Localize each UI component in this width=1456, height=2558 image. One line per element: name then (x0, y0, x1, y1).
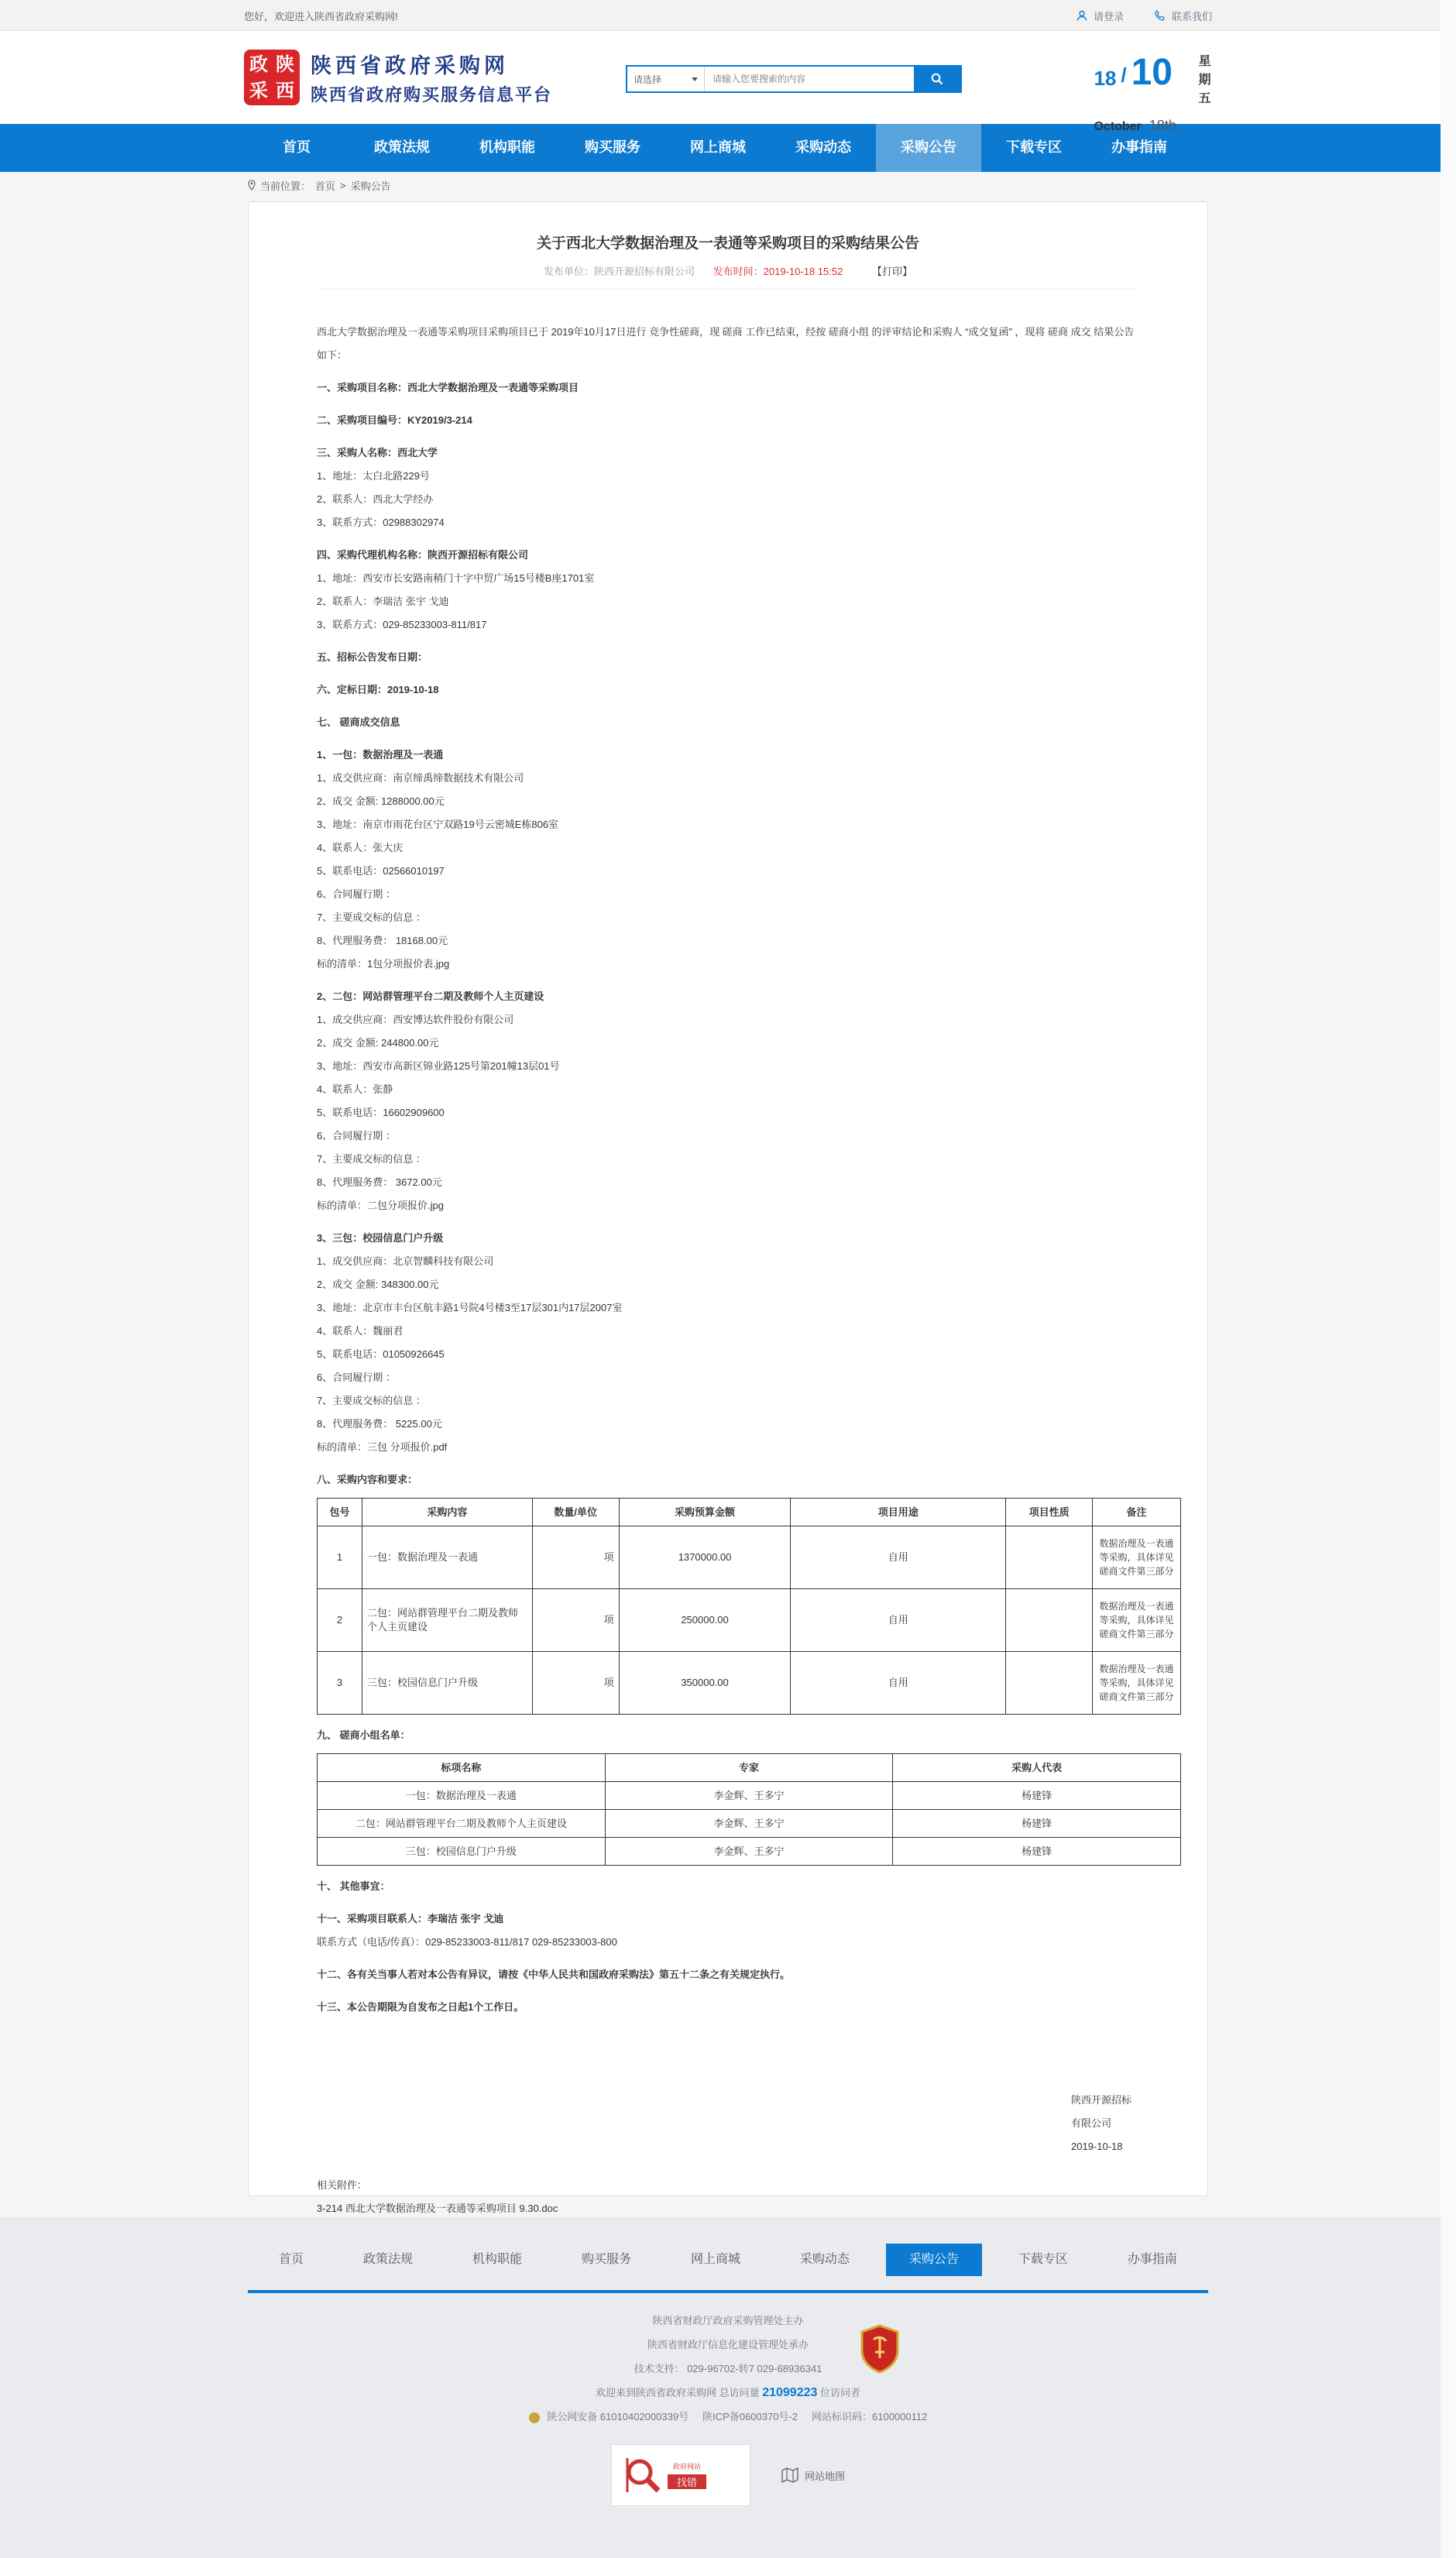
footer-nav-announcements[interactable]: 采购公告 (886, 2244, 982, 2276)
site-title: 陕西省政府采购网 (311, 54, 509, 78)
list-item: 7、主要成交标的信息 ： (317, 1153, 426, 1165)
header (0, 31, 1456, 133)
package-heading: 3、三包：校园信息门户升级 (317, 1232, 444, 1244)
print-link[interactable]: 【打印】 (871, 266, 912, 277)
signature-block (317, 2089, 1139, 2158)
list-item: 6、合同履行期 ： (317, 1130, 396, 1142)
table-row: 3 三包：校园信息门户升级 项 350000.00 自用 数据治理及一表通等采购，具体详见磋商文件第三部分 (318, 1652, 1181, 1715)
section-heading: 四、采购代理机构名称：陕西开源招标有限公司 (317, 549, 529, 561)
table-row: 三包：校园信息门户升级 李金辉、王多宁 杨建锋 (318, 1838, 1181, 1866)
intro-paragraph: 西北大学数据治理及一表通等采购项目采购项目已于 2019年10月17日进行 竞争性磋商，现 磋商 工作已结束，经按 磋商小组 的评审结论和采购人 “成交复函” ，现将 磋商 成交 结果公告如下： (317, 326, 1135, 361)
footer-bottom (0, 2444, 1456, 2506)
list-item: 2、联系人：李瑞洁 张宇 戈迪 (317, 596, 449, 607)
gov-label: 政府网站 找错 (668, 2461, 706, 2489)
footer-support: 技术支持： 029-96702-转7 029-68936341 (634, 2363, 822, 2374)
panel-table (317, 1753, 1181, 1866)
nav-item-home[interactable]: 首页 (283, 139, 311, 156)
section-heading: 二、采购项目编号：KY2019/3-214 (317, 414, 472, 426)
package-heading: 2、二包：网站群管理平台二期及教师个人主页建设 (317, 991, 544, 1002)
footer-organizer: 陕西省财政厅信息化建设管理处承办 (647, 2339, 809, 2350)
table-row: 二包：网站群管理平台二期及教师个人主页建设 李金辉、王多宁 杨建锋 (318, 1810, 1181, 1838)
list-item: 2、成交 金额: 1288000.00元 (317, 795, 445, 807)
footer-nav-guide[interactable]: 办事指南 (1127, 2253, 1177, 2266)
list-item: 3、地址：北京市丰台区航丰路1号院4号楼3至17层301内17层2007室 (317, 1302, 623, 1313)
list-item: 4、联系人：张静 (317, 1083, 393, 1095)
section-heading: 八、采购内容和要求： (317, 1474, 418, 1485)
login-link[interactable]: 请登录 (1077, 9, 1124, 23)
date-slash: / (1121, 64, 1127, 87)
nav-item-guide[interactable]: 办事指南 (1111, 139, 1167, 156)
top-bar (0, 0, 1456, 31)
party-emblem-icon[interactable] (860, 2324, 900, 2374)
list-item: 8、代理服务费： 3672.00元 (317, 1176, 442, 1188)
weekday: 星期五 (1197, 54, 1210, 110)
logo-mark: 政 陕 采 西 (244, 50, 300, 105)
list-item: 4、联系人：张大庆 (317, 842, 403, 853)
date-english: October 18th (1094, 118, 1176, 133)
contact-link[interactable]: 联系我们 (1155, 9, 1212, 23)
list-item: 1、成交供应商：南京缔禹缔数据技术有限公司 (317, 772, 524, 784)
section-heading: 一、采购项目名称：西北大学数据治理及一表通等采购项目 (317, 382, 579, 393)
site-id: 网站标识码：6100000112 (812, 2411, 928, 2422)
section-heading: 十、 其他事宜： (317, 1880, 390, 1892)
list-item: 3、地址：南京市雨花台区宁双路19号云密城E栋806室 (317, 819, 559, 830)
section-heading: 十三、本公告期限为自发布之日起1个工作日。 (317, 2001, 524, 2013)
police-badge-icon (529, 2412, 540, 2423)
footer-registration (0, 2405, 1456, 2429)
publisher: 发布单位：陕西开源招标有限公司 (544, 266, 695, 277)
nav-item-functions[interactable]: 机构职能 (479, 139, 535, 156)
welcome-text: 您好，欢迎进入陕西省政府采购网! (244, 10, 398, 22)
nav-item-policy[interactable]: 政策法规 (374, 139, 430, 156)
chevron-down-icon (692, 77, 698, 81)
site-logo[interactable] (244, 49, 552, 106)
sign-date: 2019-10-18 (1071, 2141, 1123, 2152)
list-item: 3、地址：西安市高新区锦业路125号第201幢13层01号 (317, 1060, 560, 1072)
nav-item-services[interactable]: 购买服务 (585, 139, 640, 156)
footer-nav-home[interactable]: 首页 (279, 2253, 304, 2266)
breadcrumb: 当前位置： 首页 > 采购公告 (248, 172, 1208, 198)
visit-count: 21099223 (762, 2386, 818, 2399)
list-item: 1、成交供应商：西安博达软件股份有限公司 (317, 1014, 514, 1025)
list-item: 1、地址：西安市长安路南稍门十字中贸广场15号楼B座1701室 (317, 572, 595, 584)
list-item: 5、联系电话：01050926645 (317, 1348, 445, 1360)
table-header-row: 标项名称 专家 采购人代表 (318, 1754, 1181, 1782)
package-heading: 1、一包：数据治理及一表通 (317, 749, 444, 761)
location-pin-icon (248, 180, 256, 191)
search-button[interactable] (914, 67, 960, 91)
list-item: 联系方式（电话/传真）：029-85233003-811/817 029-85233003-800 (317, 1936, 617, 1948)
section-heading: 七、 磋商成交信息 (317, 716, 400, 728)
map-icon (781, 2467, 798, 2483)
nav-item-announcements[interactable]: 采购公告 (876, 124, 981, 172)
attachment-link[interactable]: 标的清单：二包分项报价.jpg (317, 1200, 444, 1211)
section-heading: 十二、各有关当事人若对本公告有异议，请按《中华人民共和国政府采购法》第五十二条之有关规定执行。 (317, 1969, 791, 1980)
search-bar (626, 65, 962, 93)
date-day: 18 (1094, 67, 1117, 90)
attachment-file-link[interactable]: 3-214 西北大学数据治理及一表通等采购项目 9.30.doc (317, 2203, 558, 2214)
article-content (317, 321, 1174, 2220)
footer-nav-downloads[interactable]: 下载专区 (1018, 2253, 1068, 2266)
footer-nav-policy[interactable]: 政策法规 (362, 2253, 413, 2266)
user-icon (1077, 10, 1087, 21)
site-subtitle: 陕西省政府购买服务信息平台 (311, 86, 553, 105)
footer-nav-services[interactable]: 购买服务 (581, 2253, 631, 2266)
logo-text (311, 49, 552, 106)
section-heading: 九、 磋商小组名单： (317, 1729, 410, 1741)
list-item: 5、联系电话：02566010197 (317, 865, 445, 877)
list-item: 6、合同履行期 ： (317, 1372, 396, 1383)
nav-item-downloads[interactable]: 下载专区 (1006, 139, 1062, 156)
table-row: 一包：数据治理及一表通 李金辉、王多宁 杨建锋 (318, 1782, 1181, 1810)
list-item: 4、联系人：魏丽君 (317, 1325, 403, 1337)
list-item: 1、成交供应商：北京智麟科技有限公司 (317, 1255, 494, 1267)
footer (0, 2217, 1456, 2558)
section-heading: 六、定标日期：2019-10-18 (317, 684, 439, 695)
nav-item-mall[interactable]: 网上商城 (690, 139, 746, 156)
list-item: 8、代理服务费： 18168.00元 (317, 935, 448, 946)
police-record[interactable]: 陕公网安备 61010402000339号 (547, 2411, 689, 2422)
magnifier-icon (623, 2455, 663, 2495)
section-heading: 三、采购人名称：西北大学 (317, 447, 438, 458)
article-meta (317, 263, 1139, 290)
publish-time: 发布时间：2019-10-18 15:52 (713, 266, 843, 277)
date-month: 10 (1131, 52, 1173, 93)
list-item: 7、主要成交标的信息 ： (317, 912, 426, 923)
date-widget (1094, 48, 1212, 133)
search-icon (931, 73, 943, 85)
list-item: 6、合同履行期 ： (317, 888, 396, 900)
footer-nav-news[interactable]: 采购动态 (799, 2253, 850, 2266)
article-title: 关于西北大学数据治理及一表通等采购项目的采购结果公告 (536, 235, 919, 252)
article-panel (248, 201, 1208, 2214)
list-item: 8、代理服务费： 5225.00元 (317, 1418, 442, 1430)
attachment-link[interactable]: 标的清单：1包分项报价表.jpg (317, 958, 450, 970)
list-item: 2、成交 金额: 244800.00元 (317, 1037, 439, 1049)
attachment-link[interactable]: 标的清单：三包 分项报价.pdf (317, 1441, 448, 1453)
footer-nav (248, 2217, 1208, 2293)
footer-visits: 欢迎来到陕西省政府采购网 总访问量 21099223 位访问者 (595, 2386, 861, 2399)
table-row: 2 二包：网站群管理平台二期及教师个人主页建设 项 250000.00 自用 数据治理及一表通等采购，具体详见磋商文件第三部分 (318, 1589, 1181, 1652)
breadcrumb-current[interactable]: 采购公告 (350, 180, 391, 192)
section-heading: 五、招标公告发布日期： (317, 651, 428, 663)
table-header-row: 包号 采购内容 数量/单位 采购预算金额 项目用途 项目性质 备注 (318, 1499, 1181, 1526)
footer-nav-mall[interactable]: 网上商城 (690, 2253, 740, 2266)
list-item: 3、联系方式：029-85233003-811/817 (317, 619, 487, 630)
gov-error-report-button[interactable] (611, 2444, 750, 2506)
search-input[interactable] (705, 67, 914, 91)
phone-icon (1155, 10, 1166, 21)
procurement-table (317, 1498, 1181, 1715)
footer-host: 陕西省财政厅政府采购管理处主办 (652, 2315, 804, 2326)
page-edge (1441, 0, 1456, 2558)
section-heading: 十一、采购项目联系人：李瑞洁 张宇 戈迪 (317, 1913, 504, 1925)
attachment-label: 相关附件： (317, 2179, 368, 2191)
sign-org: 陕西开源招标有限公司 (1071, 2094, 1132, 2129)
search-category-select[interactable]: 请选择 (627, 67, 705, 91)
sitemap-link[interactable]: 网站地图 (781, 2467, 845, 2483)
footer-info (0, 2309, 1456, 2429)
breadcrumb-home[interactable]: 首页 (315, 180, 336, 192)
table-row: 1 一包：数据治理及一表通 项 1370000.00 自用 数据治理及一表通等采购，具体详见磋商文件第三部分 (318, 1526, 1181, 1589)
icp-record[interactable]: 陕ICP备0600370号-2 (702, 2411, 798, 2422)
list-item: 3、联系方式：02988302974 (317, 517, 445, 528)
list-item: 2、成交 金额: 348300.00元 (317, 1279, 439, 1290)
list-item: 5、联系电话：16602909600 (317, 1107, 445, 1118)
main-nav (0, 124, 1456, 172)
nav-item-news[interactable]: 采购动态 (795, 139, 851, 156)
list-item: 1、地址：太白北路229号 (317, 470, 430, 482)
list-item: 7、主要成交标的信息 ： (317, 1395, 426, 1406)
list-item: 2、联系人：西北大学经办 (317, 493, 434, 505)
footer-nav-functions[interactable]: 机构职能 (472, 2253, 522, 2266)
